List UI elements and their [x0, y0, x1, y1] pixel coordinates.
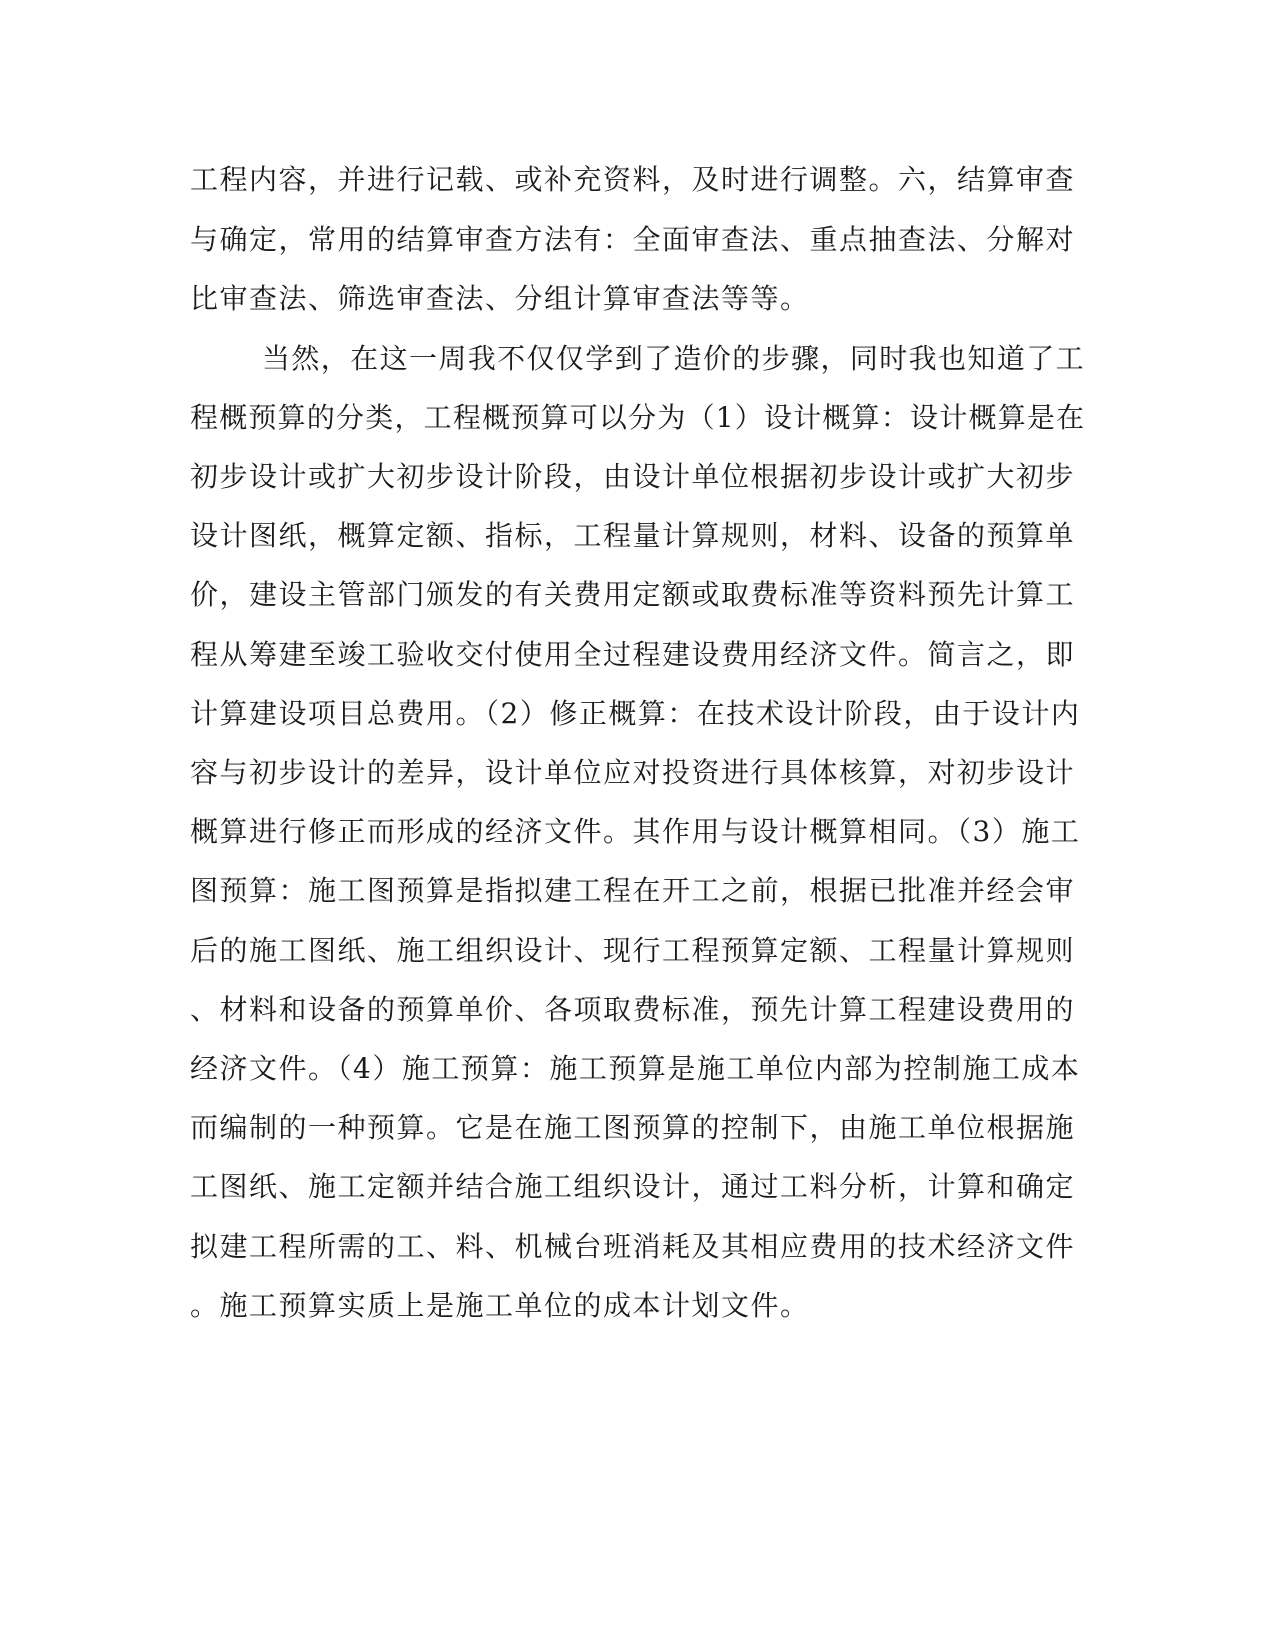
- text-line: 价，建设主管部门颁发的有关费用定额或取费标准等资料预先计算工: [190, 578, 1076, 611]
- text-line: 比审查法、筛选审查法、分组计算审查法等等。: [190, 282, 810, 315]
- text-line: 概算进行修正而形成的经济文件。其作用与设计概算相同。（3）施工: [190, 815, 1081, 848]
- text-line: 后的施工图纸、施工组织设计、现行工程预算定额、工程量计算规则: [190, 934, 1076, 967]
- text-line: 设计图纸，概算定额、指标，工程量计算规则，材料、设备的预算单: [190, 519, 1076, 552]
- text-line: 初步设计或扩大初步设计阶段，由设计单位根据初步设计或扩大初步: [190, 460, 1076, 493]
- text-line: 容与初步设计的差异，设计单位应对投资进行具体核算，对初步设计: [190, 756, 1076, 789]
- text-line: 计算建设项目总费用。（2）修正概算：在技术设计阶段，由于设计内: [190, 697, 1081, 730]
- text-line: 经济文件。（4）施工预算：施工预算是施工单位内部为控制施工成本: [190, 1052, 1081, 1085]
- paragraph-first-line: 当然，在这一周我不仅仅学到了造价的步骤，同时我也知道了工: [262, 342, 1086, 375]
- text-line: 程从筹建至竣工验收交付使用全过程建设费用经济文件。简言之，即: [190, 638, 1076, 671]
- text-line: 工程内容，并进行记载、或补充资料，及时进行调整。六，结算审查: [190, 163, 1076, 196]
- text-line: 图预算：施工图预算是指拟建工程在开工之前，根据已批准并经会审: [190, 874, 1076, 907]
- text-line: 拟建工程所需的工、料、机械台班消耗及其相应费用的技术经济文件: [190, 1230, 1076, 1263]
- text-line: 、材料和设备的预算单价、各项取费标准，预先计算工程建设费用的: [190, 993, 1076, 1026]
- text-line: 程概预算的分类，工程概预算可以分为（1）设计概算：设计概算是在: [190, 401, 1086, 434]
- text-line: 。施工预算实质上是施工单位的成本计划文件。: [190, 1289, 810, 1322]
- text-line: 而编制的一种预算。它是在施工图预算的控制下，由施工单位根据施: [190, 1111, 1076, 1144]
- text-line: 与确定，常用的结算审查方法有：全面审查法、重点抽查法、分解对: [190, 223, 1076, 256]
- text-line: 工图纸、施工定额并结合施工组织设计，通过工料分析，计算和确定: [190, 1170, 1076, 1203]
